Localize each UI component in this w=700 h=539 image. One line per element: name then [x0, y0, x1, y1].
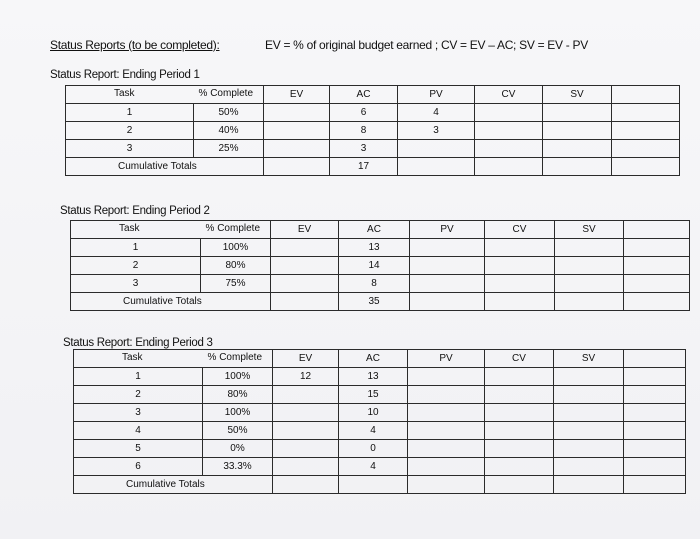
report-2-table — [70, 220, 690, 311]
task-cell: 2 — [74, 386, 203, 404]
table-row — [71, 275, 690, 293]
header-task-pct-cell — [74, 350, 273, 368]
header-formula: EV = % of original budget earned ; CV = EV – AC; SV = EV - PV — [265, 38, 588, 52]
pct-cell: 25% — [194, 140, 264, 158]
pct-cell: 75% — [201, 275, 271, 293]
totals-row — [71, 293, 690, 311]
header-ev: EV — [264, 86, 330, 104]
table-row — [74, 386, 686, 404]
ac-cell: 0 — [339, 440, 408, 458]
report-2-title: Status Report: Ending Period 2 — [60, 205, 210, 217]
totals-row — [66, 158, 680, 176]
ev-total[interactable] — [273, 476, 339, 494]
header-sv: SV — [555, 221, 624, 239]
ac-cell: 13 — [339, 368, 408, 386]
table-row — [74, 422, 686, 440]
ev-cell[interactable] — [271, 275, 339, 293]
header-pct: % Complete — [207, 352, 262, 363]
blank-cell — [624, 257, 690, 275]
blank-cell — [624, 440, 686, 458]
sv-cell[interactable] — [555, 257, 624, 275]
sv-cell[interactable] — [554, 422, 624, 440]
header-blank — [612, 86, 680, 104]
blank-cell — [612, 158, 680, 176]
table-row — [66, 122, 680, 140]
header-sv: SV — [543, 86, 612, 104]
cumulative-label: Cumulative Totals — [74, 476, 273, 494]
ev-cell[interactable] — [273, 422, 339, 440]
pct-cell: 80% — [203, 386, 273, 404]
ev-cell[interactable] — [264, 140, 330, 158]
sv-cell[interactable] — [554, 368, 624, 386]
sv-total[interactable] — [555, 293, 624, 311]
pv-cell[interactable] — [408, 422, 485, 440]
report-1-table — [65, 85, 680, 176]
table-row — [74, 404, 686, 422]
blank-cell — [612, 140, 680, 158]
table-row — [74, 440, 686, 458]
ev-cell[interactable] — [264, 104, 330, 122]
blank-cell — [624, 275, 690, 293]
header-pv: PV — [398, 86, 475, 104]
ac-cell: 8 — [330, 122, 398, 140]
header-pv: PV — [408, 350, 485, 368]
header-ac: AC — [330, 86, 398, 104]
pv-cell[interactable] — [410, 275, 485, 293]
cv-cell[interactable] — [485, 440, 554, 458]
blank-cell — [624, 404, 686, 422]
pct-cell: 0% — [203, 440, 273, 458]
task-cell: 2 — [66, 122, 194, 140]
header-task-pct-cell — [71, 221, 271, 239]
sv-cell[interactable] — [543, 140, 612, 158]
header-ev: EV — [273, 350, 339, 368]
cv-cell[interactable] — [485, 239, 555, 257]
header-sv: SV — [554, 350, 624, 368]
ev-cell: 12 — [273, 368, 339, 386]
sv-cell[interactable] — [554, 458, 624, 476]
table-header-row — [71, 221, 690, 239]
cv-cell[interactable] — [475, 140, 543, 158]
task-cell: 4 — [74, 422, 203, 440]
header-ac: AC — [339, 350, 408, 368]
pv-total[interactable] — [398, 158, 475, 176]
cv-cell[interactable] — [485, 257, 555, 275]
blank-cell — [624, 368, 686, 386]
header-pct: % Complete — [205, 223, 260, 234]
task-cell: 3 — [66, 140, 194, 158]
sv-cell[interactable] — [543, 104, 612, 122]
ac-total: 17 — [330, 158, 398, 176]
ev-cell[interactable] — [273, 386, 339, 404]
task-cell: 1 — [71, 239, 201, 257]
ev-cell[interactable] — [273, 458, 339, 476]
table-header-row — [66, 86, 680, 104]
table-header-row — [74, 350, 686, 368]
pct-cell: 100% — [201, 239, 271, 257]
ev-cell[interactable] — [264, 122, 330, 140]
task-cell: 1 — [66, 104, 194, 122]
cv-cell[interactable] — [485, 458, 554, 476]
cv-cell[interactable] — [475, 104, 543, 122]
pv-cell: 4 — [398, 104, 475, 122]
cv-total[interactable] — [485, 293, 555, 311]
header-blank — [624, 350, 686, 368]
ev-total[interactable] — [271, 293, 339, 311]
ev-cell[interactable] — [271, 239, 339, 257]
report-3-title: Status Report: Ending Period 3 — [63, 337, 213, 349]
table-row — [71, 239, 690, 257]
ac-cell: 4 — [339, 422, 408, 440]
sv-cell[interactable] — [554, 440, 624, 458]
header-ac: AC — [339, 221, 410, 239]
table-row — [66, 104, 680, 122]
ev-total[interactable] — [264, 158, 330, 176]
ac-cell: 6 — [330, 104, 398, 122]
table-row — [71, 257, 690, 275]
pv-cell[interactable] — [408, 458, 485, 476]
blank-cell — [624, 386, 686, 404]
sv-total[interactable] — [543, 158, 612, 176]
blank-cell — [624, 458, 686, 476]
sv-cell[interactable] — [554, 404, 624, 422]
ac-cell: 10 — [339, 404, 408, 422]
header-task: Task — [122, 352, 143, 363]
sv-cell[interactable] — [543, 122, 612, 140]
cumulative-label: Cumulative Totals — [66, 158, 264, 176]
ac-cell: 4 — [339, 458, 408, 476]
blank-cell — [612, 122, 680, 140]
cv-total[interactable] — [475, 158, 543, 176]
cv-cell[interactable] — [485, 386, 554, 404]
pv-cell[interactable] — [408, 386, 485, 404]
ev-cell[interactable] — [271, 257, 339, 275]
task-cell: 6 — [74, 458, 203, 476]
header-pv: PV — [410, 221, 485, 239]
ac-cell: 3 — [330, 140, 398, 158]
cv-cell[interactable] — [485, 275, 555, 293]
header-task: Task — [114, 88, 135, 99]
table-row — [74, 458, 686, 476]
header-pct: % Complete — [198, 88, 253, 99]
pct-cell: 80% — [201, 257, 271, 275]
pv-cell[interactable] — [408, 440, 485, 458]
header-cv: CV — [475, 86, 543, 104]
pct-cell: 50% — [203, 422, 273, 440]
cumulative-label: Cumulative Totals — [71, 293, 271, 311]
header-title: Status Reports (to be completed): — [50, 38, 220, 52]
ac-cell: 14 — [339, 257, 410, 275]
page-header — [50, 38, 588, 52]
header-cv: CV — [485, 350, 554, 368]
sv-total[interactable] — [554, 476, 624, 494]
task-cell: 3 — [74, 404, 203, 422]
pv-cell[interactable] — [408, 404, 485, 422]
blank-cell — [612, 104, 680, 122]
pv-total[interactable] — [408, 476, 485, 494]
pv-cell: 3 — [398, 122, 475, 140]
task-cell: 2 — [71, 257, 201, 275]
sv-cell[interactable] — [554, 386, 624, 404]
pv-cell[interactable] — [408, 368, 485, 386]
header-task: Task — [119, 223, 140, 234]
task-cell: 1 — [74, 368, 203, 386]
totals-row — [74, 476, 686, 494]
table-row — [66, 140, 680, 158]
ev-cell[interactable] — [273, 404, 339, 422]
pv-cell — [398, 140, 475, 158]
report-1-title: Status Report: Ending Period 1 — [50, 69, 200, 81]
ev-cell[interactable] — [273, 440, 339, 458]
report-3-table — [73, 349, 686, 494]
pv-total[interactable] — [410, 293, 485, 311]
task-cell: 5 — [74, 440, 203, 458]
cv-cell[interactable] — [485, 404, 554, 422]
cv-cell[interactable] — [485, 422, 554, 440]
header-ev: EV — [271, 221, 339, 239]
table-row — [74, 368, 686, 386]
pct-cell: 50% — [194, 104, 264, 122]
blank-cell — [624, 422, 686, 440]
pct-cell: 33.3% — [203, 458, 273, 476]
pv-cell[interactable] — [410, 239, 485, 257]
cv-total[interactable] — [485, 476, 554, 494]
blank-cell — [624, 293, 690, 311]
pct-cell: 40% — [194, 122, 264, 140]
blank-cell — [624, 476, 686, 494]
ac-cell: 8 — [339, 275, 410, 293]
sv-cell[interactable] — [555, 275, 624, 293]
ac-cell: 15 — [339, 386, 408, 404]
blank-cell — [624, 239, 690, 257]
ac-total: 35 — [339, 293, 410, 311]
pv-cell[interactable] — [410, 257, 485, 275]
task-cell: 3 — [71, 275, 201, 293]
pct-cell: 100% — [203, 368, 273, 386]
header-cv: CV — [485, 221, 555, 239]
cv-cell[interactable] — [475, 122, 543, 140]
ac-total[interactable] — [339, 476, 408, 494]
ac-cell: 13 — [339, 239, 410, 257]
header-task-pct-cell — [66, 86, 264, 104]
cv-cell[interactable] — [485, 368, 554, 386]
sv-cell[interactable] — [555, 239, 624, 257]
header-blank — [624, 221, 690, 239]
pct-cell: 100% — [203, 404, 273, 422]
